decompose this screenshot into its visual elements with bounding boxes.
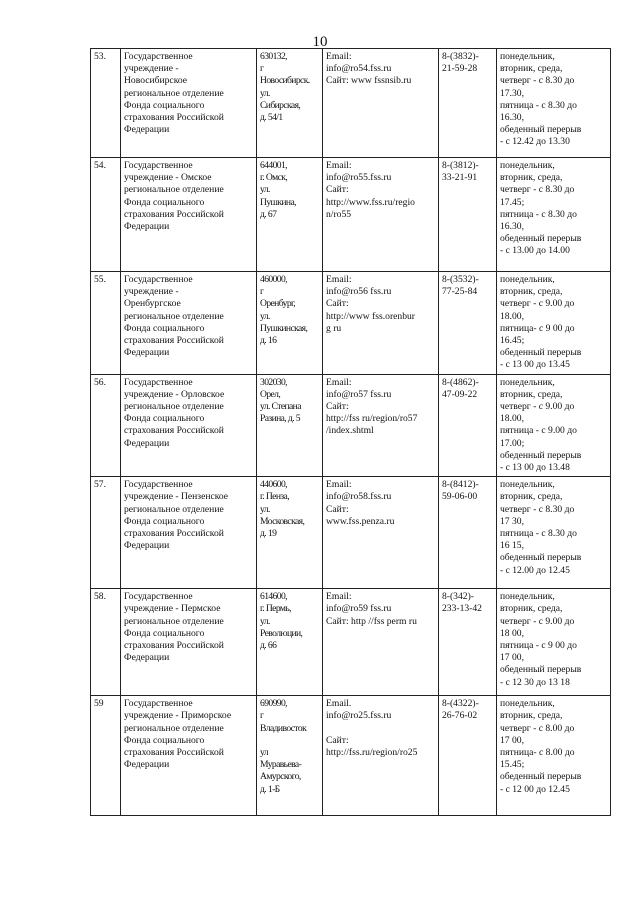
phone-cell: 8-(3532)- 77-25-84 xyxy=(439,272,497,375)
fss-regional-offices-table xyxy=(90,48,611,816)
contacts-cell: Email: info@ro58.fss.ru Сайт: www.fss.penza.ru xyxy=(323,477,439,589)
address-cell: 302030, Орел, ул. Степана Разина, д. 5 xyxy=(257,374,323,477)
row-number-cell: 56. xyxy=(91,374,121,477)
address-cell: 614600, г. Пермь, ул. Революции, д. 66 xyxy=(257,589,323,696)
working-hours-cell: понедельник, вторник, среда, четверг - с 8.30 до 17 30, пятница - с 8.30 до 16 15, обеденный перерыв - с 12.00 до 12.45 xyxy=(497,477,611,589)
institution-name-cell: Государственное учреждение - Омское региональное отделение Фонда социального страхования Российской Федерации xyxy=(121,158,257,272)
table-row xyxy=(91,696,611,816)
phone-cell: 8-(3832)- 21-59-28 xyxy=(439,49,497,158)
institution-name-cell: Государственное учреждение - Пермское региональное отделение Фонда социального страхования Российской Федерации xyxy=(121,589,257,696)
contacts-cell: Email: info@ro54.fss.ru Сайт: www fssnsib.ru xyxy=(323,49,439,158)
table-row xyxy=(91,158,611,272)
working-hours-cell: понедельник, вторник, среда, четверг - с 9.00 до 18.00, пятница - с 9.00 до 17.00; обеденный перерыв - с 13 00 до 13.48 xyxy=(497,374,611,477)
row-number-cell: 57. xyxy=(91,477,121,589)
phone-cell: 8-(8412)- 59-06-00 xyxy=(439,477,497,589)
institution-name-cell: Государственное учреждение - Новосибирское региональное отделение Фонда социального страхования Российской Федерации xyxy=(121,49,257,158)
working-hours-cell: понедельник, вторник, среда, четверг - с 8.30 до 17.30, пятница - с 8.30 до 16.30, обеденный перерыв - с 12.42 до 13.30 xyxy=(497,49,611,158)
working-hours-cell: понедельник, вторник, среда, четверг - с 9.00 до 18.00, пятница- с 9 00 до 16.45; обеденный перерыв - с 13 00 до 13.45 xyxy=(497,272,611,375)
row-number-cell: 59 xyxy=(91,696,121,816)
phone-cell: 8-(342)- 233-13-42 xyxy=(439,589,497,696)
row-number-cell: 53. xyxy=(91,49,121,158)
address-cell: 630132, г Новосибирск. ул. Сибирская, д. 54/1 xyxy=(257,49,323,158)
address-cell: 440600, г. Пенза, ул. Московская, д. 19 xyxy=(257,477,323,589)
working-hours-cell: понедельник, вторник, среда, четверг - с 8.30 до 17.45; пятница - с 8.30 до 16.30, обеденный перерыв - с 13.00 до 14.00 xyxy=(497,158,611,272)
row-number-cell: 55. xyxy=(91,272,121,375)
page-number: 10 xyxy=(312,34,328,50)
contacts-cell: Email: info@ro57 fss.ru Сайт: http://fss ru/region/ro57 /index.shtml xyxy=(323,374,439,477)
phone-cell: 8-(4322)- 26-76-02 xyxy=(439,696,497,816)
address-cell: 460000, г Оренбург, ул. Пушкинская, д. 16 xyxy=(257,272,323,375)
working-hours-cell: понедельник, вторник, среда, четверг - с 8.00 до 17 00, пятница- с 8.00 до 15.45; обеденный перерыв - с 12 00 до 12.45 xyxy=(497,696,611,816)
contacts-cell: Email. info@ro25.fss.ru Сайт: http://fss.ru/region/ro25 xyxy=(323,696,439,816)
phone-cell: 8-(3812)- 33-21-91 xyxy=(439,158,497,272)
contacts-cell: Email: info@ro56 fss.ru Сайт: http://www fss.orenbur g ru xyxy=(323,272,439,375)
institution-name-cell: Государственное учреждение - Пензенское региональное отделение Фонда социального страхования Российской Федерации xyxy=(121,477,257,589)
contacts-cell: Email: info@ro59 fss.ru Сайт: http //fss perm ru xyxy=(323,589,439,696)
contacts-cell: Email: info@ro55.fss.ru Сайт: http://www.fss.ru/regio n/ro55 xyxy=(323,158,439,272)
address-cell: 644001, г. Омск, ул. Пушкина, д. 67 xyxy=(257,158,323,272)
table-row xyxy=(91,272,611,375)
row-number-cell: 54. xyxy=(91,158,121,272)
table-row xyxy=(91,374,611,477)
table-row xyxy=(91,477,611,589)
table-row xyxy=(91,49,611,158)
table-row xyxy=(91,589,611,696)
address-cell: 690990, г Владивосток ул Муравьева- Амурского, д. 1-Б xyxy=(257,696,323,816)
institution-name-cell: Государственное учреждение - Орловское региональное отделение Фонда социального страхования Российской Федерации xyxy=(121,374,257,477)
phone-cell: 8-(4862)- 47-09-22 xyxy=(439,374,497,477)
institution-name-cell: Государственное учреждение - Приморское региональное отделение Фонда социального страхования Российской Федерации xyxy=(121,696,257,816)
row-number-cell: 58. xyxy=(91,589,121,696)
working-hours-cell: понедельник, вторник, среда, четверг - с 9.00 до 18 00, пятница - с 9 00 до 17 00, обеденный перерыв - с 12 30 до 13 18 xyxy=(497,589,611,696)
institution-name-cell: Государственное учреждение - Оренбургское региональное отделение Фонда социального страхования Российской Федерации xyxy=(121,272,257,375)
